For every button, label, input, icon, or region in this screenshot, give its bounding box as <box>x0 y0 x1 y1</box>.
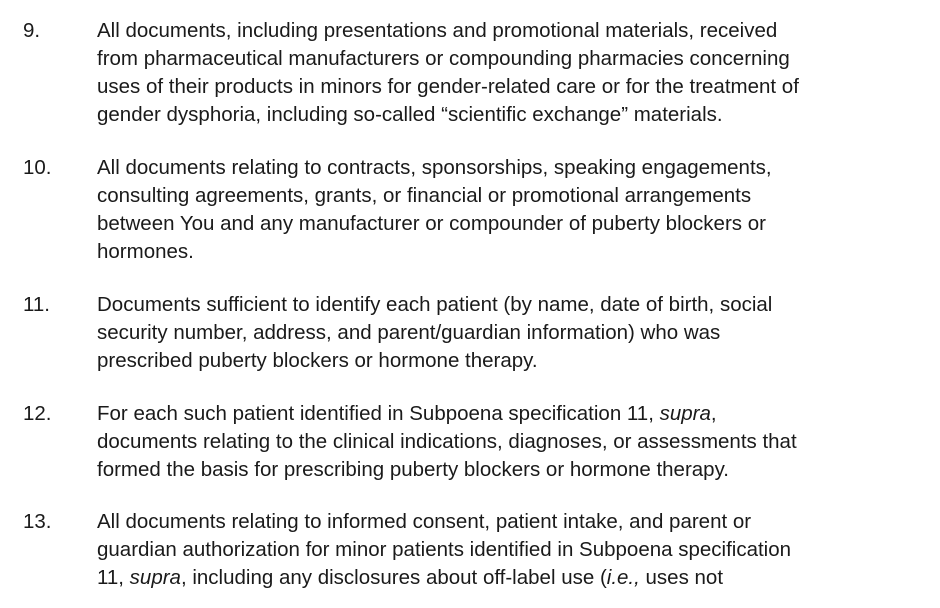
text-line: formed the basis for prescribing puberty blockers or hormone therapy. <box>97 458 730 481</box>
text-line: documents relating to the clinical indications, diagnoses, or assessments that <box>97 430 797 453</box>
italic-term: i.e., <box>606 566 640 589</box>
text-segment: For each such patient identified in Subpoena specification 11, <box>97 402 660 425</box>
item-text <box>97 154 927 266</box>
text-line: guardian authorization for minor patients identified in Subpoena specification <box>97 538 792 561</box>
text-line: security number, address, and parent/guardian information) who was <box>97 321 721 344</box>
item-number: 11. <box>23 293 50 316</box>
text-line: hormones. <box>97 240 194 263</box>
text-line: Documents sufficient to identify each patient (by name, date of birth, social <box>97 293 773 316</box>
item-text <box>97 291 927 375</box>
text-line: All documents relating to contracts, sponsorships, speaking engagements, <box>97 156 772 179</box>
text-segment: uses not <box>639 566 724 589</box>
italic-term: supra <box>659 402 711 425</box>
text-segment: , including any disclosures about off-label use ( <box>180 566 607 589</box>
text-line: All documents, including presentations and promotional materials, received <box>97 19 778 42</box>
item-number: 10. <box>23 156 52 179</box>
text-line: from pharmaceutical manufacturers or compounding pharmacies concerning <box>97 47 790 70</box>
item-number: 12. <box>23 402 52 425</box>
text-line: between You and any manufacturer or compounder of puberty blockers or <box>97 212 766 235</box>
text-line <box>97 400 927 428</box>
item-text <box>97 17 927 129</box>
text-line: All documents relating to informed consent, patient intake, and parent or <box>97 510 752 533</box>
text-segment: 11, <box>97 566 130 589</box>
italic-term: supra <box>129 566 181 589</box>
text-line <box>97 564 927 592</box>
text-segment: , <box>710 402 717 425</box>
item-text <box>97 508 927 592</box>
text-line: prescribed puberty blockers or hormone therapy. <box>97 349 538 372</box>
text-line: uses of their products in minors for gender-related care or for the treatment of <box>97 75 799 98</box>
item-text <box>97 400 927 484</box>
text-line: gender dysphoria, including so-called “scientific exchange” materials. <box>97 103 723 126</box>
item-number: 9. <box>23 19 41 42</box>
item-number: 13. <box>23 510 52 533</box>
text-line: consulting agreements, grants, or financial or promotional arrangements <box>97 184 752 207</box>
